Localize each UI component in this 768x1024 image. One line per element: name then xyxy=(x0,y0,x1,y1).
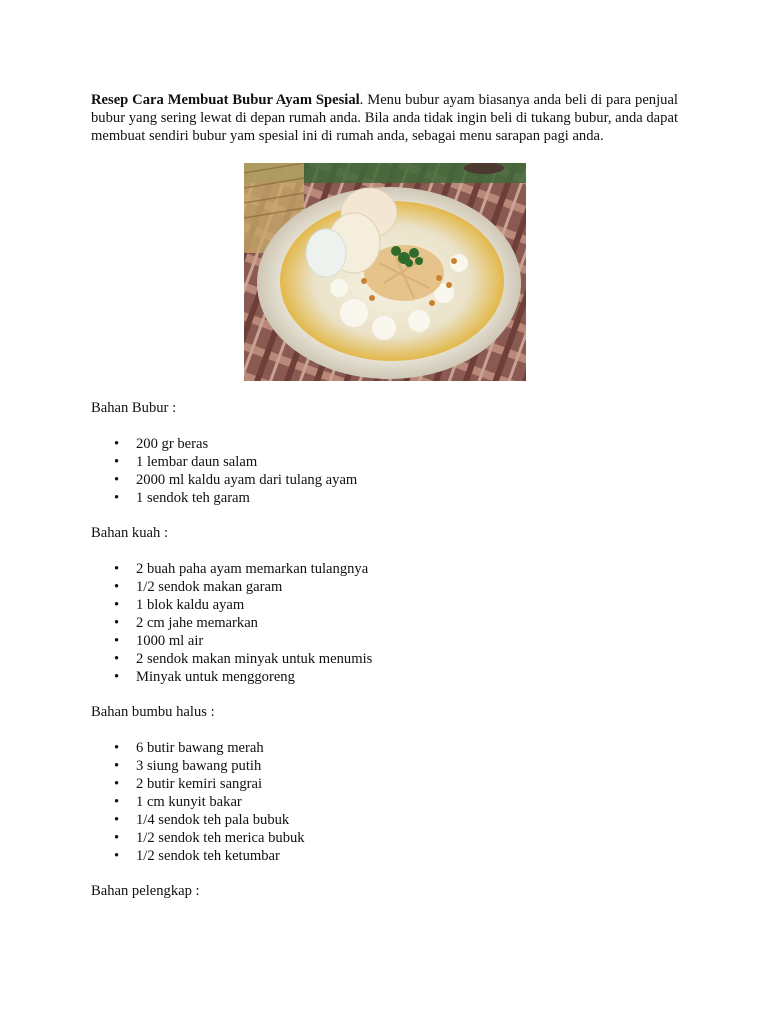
section-label-bubur: Bahan Bubur : xyxy=(91,400,177,416)
section-label-pelengkap: Bahan pelengkap : xyxy=(91,883,200,899)
intro-paragraph xyxy=(91,91,678,145)
bubur-ayam-photo xyxy=(244,163,526,381)
list-bubur xyxy=(91,435,678,507)
list-kuah xyxy=(91,560,678,686)
intro-text: . Menu bubur ayam biasanya anda beli di para penjual bubur yang sering lewat di depan rumah anda. Bila anda tidak ingin beli di tukang bubur, anda dapat membuat sendiri bubur yam spesial ini di rumah anda, sebagai menu sarapan pagi anda. xyxy=(91,92,678,144)
list-item: • 6 butir bawang merah xyxy=(91,739,678,757)
list-item: • 1 lembar daun salam xyxy=(91,453,678,471)
section-label-bumbu: Bahan bumbu halus : xyxy=(91,704,215,720)
list-item: • 200 gr beras xyxy=(91,435,678,453)
list-item: • 3 siung bawang putih xyxy=(91,757,678,775)
list-item: • 1000 ml air xyxy=(91,632,678,650)
recipe-title: Resep Cara Membuat Bubur Ayam Spesial xyxy=(91,92,360,108)
list-item: • 1/4 sendok teh pala bubuk xyxy=(91,811,678,829)
list-item: • 1 cm kunyit bakar xyxy=(91,793,678,811)
list-item: • Minyak untuk menggoreng xyxy=(91,668,678,686)
section-label-kuah: Bahan kuah : xyxy=(91,525,169,541)
list-item: • 1 blok kaldu ayam xyxy=(91,596,678,614)
list-item: • 2 butir kemiri sangrai xyxy=(91,775,678,793)
list-item: • 1/2 sendok teh ketumbar xyxy=(91,847,678,865)
list-item: • 2000 ml kaldu ayam dari tulang ayam xyxy=(91,471,678,489)
list-item: • 2 cm jahe memarkan xyxy=(91,614,678,632)
list-item: • 1/2 sendok teh merica bubuk xyxy=(91,829,678,847)
list-item: • 1/2 sendok makan garam xyxy=(91,578,678,596)
document-page xyxy=(91,91,678,900)
list-item: • 2 buah paha ayam memarkan tulangnya xyxy=(91,560,678,578)
list-item: • 2 sendok makan minyak untuk menumis xyxy=(91,650,678,668)
list-item: • 1 sendok teh garam xyxy=(91,489,678,507)
list-bumbu xyxy=(91,739,678,865)
